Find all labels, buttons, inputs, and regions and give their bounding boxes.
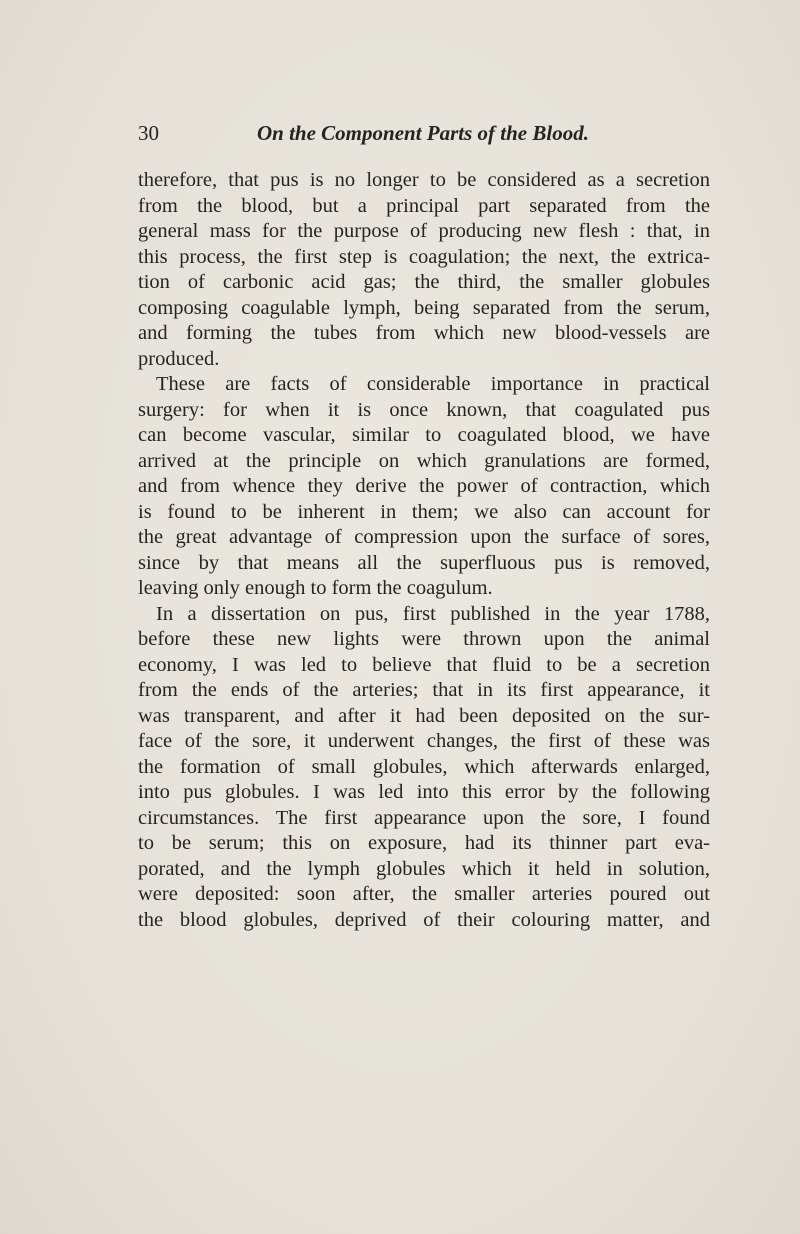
text-line: were deposited: soon after, the smaller arteries poured out — [138, 883, 710, 905]
text-line: composing coagulable lymph, being separated from the serum, — [138, 296, 710, 319]
text-line: In a dissertation on pus, first published in the year 1788, — [156, 602, 710, 625]
text-line: into pus globules. I was led into this error by the following — [138, 781, 710, 803]
text-line: leaving only enough to form the coagulum. — [138, 577, 493, 599]
text-line: the blood globules, deprived of their colouring matter, and — [138, 908, 710, 931]
text-line: can become vascular, similar to coagulated blood, we have — [138, 424, 710, 446]
text-line: arrived at the principle on which granulations are formed, — [138, 449, 710, 472]
text-line: and forming the tubes from which new blood-vessels are — [138, 322, 710, 344]
text-line: from the blood, but a principal part separated from the — [138, 194, 710, 217]
text-line: circumstances. The first appearance upon the sore, I found — [138, 806, 710, 829]
text-line: from the ends of the arteries; that in its first appearance, it — [138, 679, 710, 701]
text-line: the formation of small globules, which afterwards enlarged, — [138, 755, 710, 778]
text-line: to be serum; this on exposure, had its thinner part eva- — [138, 832, 710, 854]
text-line: this process, the first step is coagulation; the next, the extrica- — [138, 245, 710, 268]
text-line: These are facts of considerable importance in practical — [156, 373, 710, 395]
text-line: before these new lights were thrown upon the animal — [138, 628, 710, 650]
text-line: surgery: for when it is once known, that coagulated pus — [138, 398, 710, 421]
running-head — [138, 118, 710, 148]
text-line: since by that means all the superfluous pus is removed, — [138, 551, 710, 574]
text-line: economy, I was led to believe that fluid to be a secretion — [138, 653, 710, 676]
running-title: On the Component Parts of the Blood. — [257, 121, 589, 145]
text-line: face of the sore, it underwent changes, the first of these was — [138, 730, 710, 752]
text-line: therefore, that pus is no longer to be considered as a secretion — [138, 169, 710, 191]
text-line: tion of carbonic acid gas; the third, the smaller globules — [138, 271, 710, 293]
page-number: 30 — [138, 121, 159, 145]
text-line: and from whence they derive the power of contraction, which — [138, 475, 710, 497]
text-line: the great advantage of compression upon the surface of sores, — [138, 526, 710, 548]
body-text — [138, 168, 710, 933]
text-line: is found to be inherent in them; we also can account for — [138, 500, 710, 523]
text-line: porated, and the lymph globules which it held in solution, — [138, 857, 710, 880]
text-line: general mass for the purpose of producing new flesh : that, in — [138, 220, 710, 242]
text-line: produced. — [138, 347, 220, 370]
text-line: was transparent, and after it had been deposited on the sur- — [138, 704, 710, 727]
